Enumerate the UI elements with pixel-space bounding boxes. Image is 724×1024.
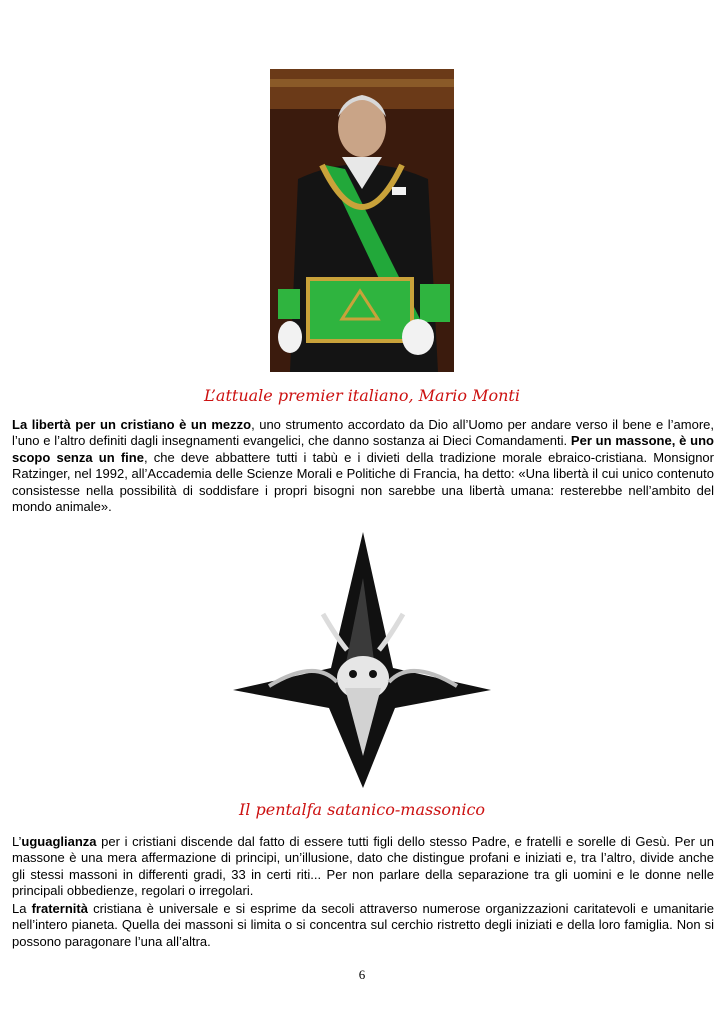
pentagram-caption: Il pentalfa satanico-massonico	[238, 800, 486, 819]
portrait-illustration	[270, 69, 454, 372]
portrait-photo	[270, 69, 454, 372]
page-number: 6	[358, 967, 366, 982]
text-span: La	[12, 901, 32, 916]
bold-phrase: La libertà per un cristiano è un mezzo	[12, 417, 252, 432]
bold-phrase: uguaglianza	[21, 834, 97, 849]
text-span: per i cristiani discende dal fatto di essere tutti figli dello stesso Padre, e fratelli e sorelle di Gesù. Per un massone è una mera affermazione di principi, un’illusione, dato che distingue profani e iniziati e, tra l’altro, divide anche gli stessi massoni in differenti gradi, 33 in certi riti... Per non parlare della separazione tra gli uomini e le donne nelle principali obbedienze, regolari o irregolari.	[12, 834, 714, 899]
bold-phrase: fraternità	[31, 901, 88, 916]
paragraph-uguaglianza	[12, 834, 714, 900]
pentagram-image	[225, 518, 501, 794]
paragraph-liberta	[12, 417, 714, 515]
text-span: cristiana è universale e si esprime da secoli attraverso numerose organizzazioni caritatevoli e umanitarie nell’intero pianeta. Quella dei massoni si limita o si concentra sul cerchio ristretto degli iniziati e della loro famiglia. Non si possono paragonare l’una all’altra.	[12, 901, 714, 949]
text-span: , uno strumento accordato da Dio all’Uomo per andare verso il bene e l’amore, l’uno e l’altro definiti dagli insegnamenti evangelici, che danno sostanza ai Dieci Comandamenti.	[12, 417, 714, 449]
text-span: L’	[12, 834, 22, 849]
photo-caption: L’attuale premier italiano, Mario Monti	[204, 386, 520, 405]
text-span: , che deve abbattere tutti i tabù e i divieti della tradizione morale ebraico-cristiana. Monsignor Ratzinger, nel 1992, all’Accademia delle Scienze Morali e Politiche di Francia, ha detto: «Una libertà il cui unico contenuto consistesse nella possibilità di soddisfare i propri bisogni non sarebbe una libertà umana: resterebbe nell’ambito del mondo animale».	[12, 449, 714, 515]
paragraph-fraternita	[12, 901, 714, 950]
bold-phrase: Per un massone, è uno scopo senza un fine	[12, 433, 714, 465]
